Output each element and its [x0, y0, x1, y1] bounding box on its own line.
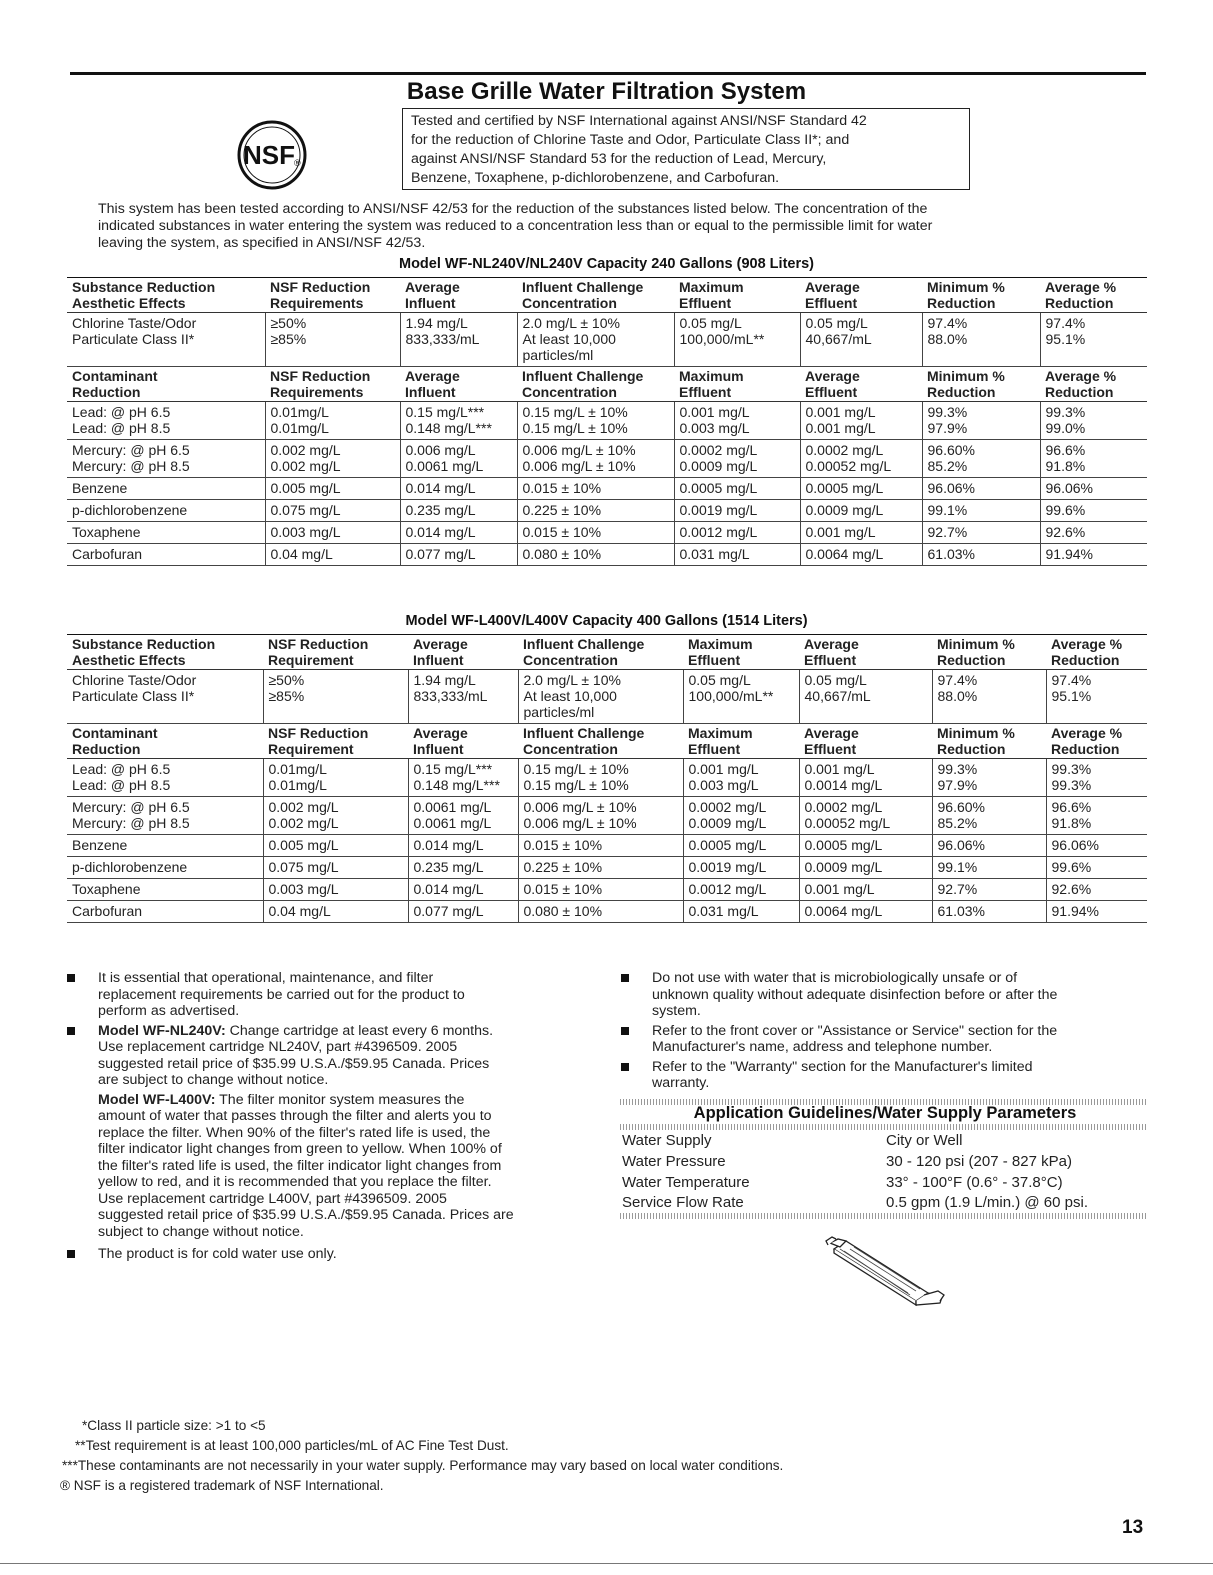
- table-cell: 1.94 mg/L 833,333/mL: [408, 670, 518, 724]
- table-header-row: [67, 367, 1147, 402]
- table-cell: 99.6%: [1040, 500, 1147, 522]
- table-cell: 0.077 mg/L: [400, 544, 517, 566]
- table-cell: Benzene: [67, 478, 265, 500]
- table-cell: 0.225 ± 10%: [517, 500, 674, 522]
- table-header-cell: NSF Reduction Requirements: [265, 278, 400, 313]
- table-header-cell: Influent Challenge Concentration: [517, 278, 674, 313]
- table-header-cell: Average Effluent: [800, 278, 922, 313]
- table-cell: 0.003 mg/L: [263, 879, 408, 901]
- table-row: [67, 440, 1147, 478]
- table-cell: 0.05 mg/L 100,000/mL**: [683, 670, 799, 724]
- application-value: 0.5 gpm (1.9 L/min.) @ 60 psi.: [886, 1194, 1088, 1212]
- footnote: ® NSF is a registered trademark of NSF International.: [60, 1478, 384, 1493]
- table-cell: 0.006 mg/L ± 10% 0.006 mg/L ± 10%: [517, 440, 674, 478]
- table-cell: 0.080 ± 10%: [518, 901, 683, 923]
- intro-paragraph: [98, 201, 1138, 252]
- application-label: Water Temperature: [622, 1173, 750, 1191]
- table-cell: Lead: @ pH 6.5 Lead: @ pH 8.5: [67, 759, 263, 797]
- table-cell: 61.03%: [932, 901, 1046, 923]
- table-row: [67, 478, 1147, 500]
- table-cell: 0.015 ± 10%: [518, 879, 683, 901]
- table-cell: p-dichlorobenzene: [67, 500, 265, 522]
- table-cell: 0.0002 mg/L 0.0009 mg/L: [674, 440, 800, 478]
- table-cell: 0.002 mg/L 0.002 mg/L: [265, 440, 400, 478]
- application-value: City or Well: [886, 1132, 963, 1149]
- table-cell: 92.7%: [932, 879, 1046, 901]
- table-cell: 0.0002 mg/L 0.0009 mg/L: [683, 797, 799, 835]
- table-cell: 96.06%: [1040, 478, 1147, 500]
- table-cell: p-dichlorobenzene: [67, 857, 263, 879]
- table-cell: 0.0005 mg/L: [683, 835, 799, 857]
- table-cell: 0.075 mg/L: [265, 500, 400, 522]
- table-cell: 97.4% 88.0%: [932, 670, 1046, 724]
- table-cell: 0.05 mg/L 100,000/mL**: [674, 313, 800, 367]
- table-cell: 0.001 mg/L 0.003 mg/L: [683, 759, 799, 797]
- table-cell: 91.94%: [1040, 544, 1147, 566]
- table-cell: ≥50% ≥85%: [265, 313, 400, 367]
- model-l400v-paragraph: Model WF-L400V: The filter monitor system measures the amount of water that passes through the filter and alerts you to replace the filter. When 90% of the filter's rated life is used, the filter indicator light changes from green to yellow. When 100% of the filter's rated life is used, the filter indicator light changes from yellow to red, and it is recommended that you replace the filter. Use replacement cartridge L400V, part #4396509. 2005 suggested retail price of $35.99 U.S.A./$59.95 Canada. Prices are subject to change without notice.: [98, 1091, 514, 1240]
- bullet-microbiologically-unsafe: Do not use with water that is microbiologically unsafe or of unknown quality without adequate disinfection before or after the system.: [620, 970, 1150, 1020]
- table-cell: 0.031 mg/L: [683, 901, 799, 923]
- table-cell: 0.080 ± 10%: [517, 544, 674, 566]
- table-cell: 61.03%: [922, 544, 1040, 566]
- table-cell: 92.6%: [1040, 522, 1147, 544]
- table-header-cell: Minimum % Reduction: [932, 635, 1046, 670]
- table-header-cell: NSF Reduction Requirement: [263, 635, 408, 670]
- table-header-cell: Average Influent: [408, 724, 518, 759]
- table-cell: Carbofuran: [67, 901, 263, 923]
- table-header-cell: Average % Reduction: [1046, 724, 1147, 759]
- application-row: [622, 1193, 1088, 1214]
- table-cell: 0.014 mg/L: [408, 835, 518, 857]
- table-header-row: [67, 635, 1147, 670]
- table-row: [67, 879, 1147, 901]
- table-header-row: [67, 278, 1147, 313]
- table-cell: 99.3% 97.9%: [922, 402, 1040, 440]
- bullet-maintenance: It is essential that operational, maintenance, and filter replacement requirements be carried out for the product to perform as advertised.: [66, 970, 596, 1020]
- application-row: [622, 1152, 1088, 1173]
- table-cell: 0.001 mg/L: [800, 522, 922, 544]
- bullet-square-icon: [621, 1063, 629, 1071]
- table-header-cell: Substance Reduction Aesthetic Effects: [67, 635, 263, 670]
- model2-spec-table: [67, 634, 1147, 923]
- svg-text:®: ®: [294, 158, 301, 168]
- table-row: [67, 544, 1147, 566]
- table-cell: 0.001 mg/L 0.001 mg/L: [800, 402, 922, 440]
- table-header-cell: NSF Reduction Requirement: [263, 724, 408, 759]
- table-header-cell: Substance Reduction Aesthetic Effects: [67, 278, 265, 313]
- table-header-cell: Average Effluent: [799, 724, 932, 759]
- table-cell: 0.0009 mg/L: [800, 500, 922, 522]
- table-row: [67, 670, 1147, 724]
- application-band-bottom: [620, 1213, 1148, 1219]
- bullet-model-nl240v: Model WF-NL240V: Change cartridge at least every 6 months. Use replacement cartridge NL240V, part #4396509. 2005 suggested retail price of $35.99 U.S.A./$59.95 Canada. Prices are subject to change without notice.: [66, 1023, 596, 1089]
- table-header-cell: Influent Challenge Concentration: [518, 635, 683, 670]
- table-cell: Carbofuran: [67, 544, 265, 566]
- application-title: Application Guidelines/Water Supply Parameters: [693, 1104, 1077, 1122]
- table-cell: 1.94 mg/L 833,333/mL: [400, 313, 517, 367]
- model1-spec-table: [67, 277, 1147, 566]
- table-cell: 0.031 mg/L: [674, 544, 800, 566]
- bullet-warranty: Refer to the "Warranty" section for the Manufacturer's limited warranty.: [620, 1059, 1150, 1092]
- page-title: Base Grille Water Filtration System: [406, 78, 807, 105]
- table-header-cell: Average % Reduction: [1040, 278, 1147, 313]
- table-cell: 0.006 mg/L ± 10% 0.006 mg/L ± 10%: [518, 797, 683, 835]
- table-cell: ≥50% ≥85%: [263, 670, 408, 724]
- table-cell: 92.7%: [922, 522, 1040, 544]
- certification-line: Tested and certified by NSF International against ANSI/NSF Standard 42: [411, 113, 867, 129]
- table-header-cell: Average Effluent: [799, 635, 932, 670]
- left-bullet-list: [66, 970, 596, 1266]
- table-cell: Chlorine Taste/Odor Particulate Class II*: [67, 313, 265, 367]
- table-cell: 0.015 ± 10%: [517, 478, 674, 500]
- table-cell: 0.014 mg/L: [408, 879, 518, 901]
- table-cell: Lead: @ pH 6.5 Lead: @ pH 8.5: [67, 402, 265, 440]
- table-cell: 0.0012 mg/L: [674, 522, 800, 544]
- table-cell: 2.0 mg/L ± 10% At least 10,000 particles/ml: [517, 313, 674, 367]
- table-cell: Chlorine Taste/Odor Particulate Class II*: [67, 670, 263, 724]
- model2-title: Model WF-L400V/L400V Capacity 400 Gallons (1514 Liters): [405, 613, 808, 629]
- table-row: [67, 857, 1147, 879]
- filter-cartridge-illustration: [820, 1235, 950, 1315]
- table-cell: 99.3% 97.9%: [932, 759, 1046, 797]
- intro-line: This system has been tested according to ANSI/NSF 42/53 for the reduction of the substances listed below. The concentration of the: [98, 201, 928, 217]
- table-cell: 96.60% 85.2%: [932, 797, 1046, 835]
- table-header-cell: Contaminant Reduction: [67, 724, 263, 759]
- table-cell: 0.04 mg/L: [265, 544, 400, 566]
- bullet-square-icon: [621, 974, 629, 982]
- nsf-logo-text: NSF: [243, 140, 295, 170]
- certification-line: for the reduction of Chlorine Taste and Odor, Particulate Class II*; and: [411, 132, 850, 148]
- application-band-mid: [620, 1124, 1148, 1130]
- table-cell: Mercury: @ pH 6.5 Mercury: @ pH 8.5: [67, 440, 265, 478]
- table-cell: Toxaphene: [67, 522, 265, 544]
- table-cell: 0.01mg/L 0.01mg/L: [263, 759, 408, 797]
- page-number: 13: [1122, 1517, 1144, 1538]
- table-cell: 0.014 mg/L: [400, 478, 517, 500]
- table-cell: 99.1%: [932, 857, 1046, 879]
- table-cell: 96.6% 91.8%: [1040, 440, 1147, 478]
- table-cell: 0.0012 mg/L: [683, 879, 799, 901]
- table-header-cell: Average % Reduction: [1046, 635, 1147, 670]
- table-cell: 92.6%: [1046, 879, 1147, 901]
- table-header-cell: Maximum Effluent: [674, 367, 800, 402]
- table-cell: 0.15 mg/L*** 0.148 mg/L***: [400, 402, 517, 440]
- application-label: Water Pressure: [622, 1152, 726, 1170]
- table-row: [67, 797, 1147, 835]
- table-cell: 99.3% 99.0%: [1040, 402, 1147, 440]
- table-cell: 96.60% 85.2%: [922, 440, 1040, 478]
- bottom-rule: [0, 1563, 1213, 1564]
- table-cell: 0.005 mg/L: [265, 478, 400, 500]
- application-value: 33° - 100°F (0.6° - 37.8°C): [886, 1173, 1063, 1191]
- table-cell: Toxaphene: [67, 879, 263, 901]
- application-row: [622, 1173, 1088, 1194]
- certification-line: against ANSI/NSF Standard 53 for the reduction of Lead, Mercury,: [411, 151, 827, 167]
- table-cell: 0.001 mg/L 0.0014 mg/L: [799, 759, 932, 797]
- table-cell: 0.04 mg/L: [263, 901, 408, 923]
- table-cell: 2.0 mg/L ± 10% At least 10,000 particles/ml: [518, 670, 683, 724]
- table-row: [67, 759, 1147, 797]
- table-cell: 97.4% 88.0%: [922, 313, 1040, 367]
- table-cell: 97.4% 95.1%: [1040, 313, 1147, 367]
- right-bullet-list: [620, 970, 1150, 1095]
- table-cell: 0.014 mg/L: [400, 522, 517, 544]
- table-cell: 0.075 mg/L: [263, 857, 408, 879]
- table-cell: 0.0002 mg/L 0.00052 mg/L: [799, 797, 932, 835]
- table-cell: 96.06%: [922, 478, 1040, 500]
- table-header-row: [67, 724, 1147, 759]
- bullet-square-icon: [67, 1250, 75, 1258]
- footnote: *Class II particle size: >1 to <5: [82, 1418, 266, 1433]
- table-cell: 0.0009 mg/L: [799, 857, 932, 879]
- table-row: [67, 402, 1147, 440]
- table-row: [67, 835, 1147, 857]
- nsf-logo: [228, 118, 316, 192]
- intro-line: leaving the system, as specified in ANSI/NSF 42/53.: [98, 235, 426, 251]
- table-cell: 0.001 mg/L 0.003 mg/L: [674, 402, 800, 440]
- table-header-cell: Contaminant Reduction: [67, 367, 265, 402]
- table-cell: 99.3% 99.3%: [1046, 759, 1147, 797]
- bullet-square-icon: [621, 1027, 629, 1035]
- table-cell: 0.05 mg/L 40,667/mL: [800, 313, 922, 367]
- table-cell: 0.005 mg/L: [263, 835, 408, 857]
- table-header-cell: Maximum Effluent: [683, 724, 799, 759]
- table-header-cell: Average Influent: [400, 367, 517, 402]
- table-cell: 0.235 mg/L: [408, 857, 518, 879]
- table-cell: 0.235 mg/L: [400, 500, 517, 522]
- table-cell: 0.077 mg/L: [408, 901, 518, 923]
- table-cell: 0.01mg/L 0.01mg/L: [265, 402, 400, 440]
- bullet-square-icon: [67, 974, 75, 982]
- table-cell: 99.1%: [922, 500, 1040, 522]
- table-cell: 0.15 mg/L ± 10% 0.15 mg/L ± 10%: [517, 402, 674, 440]
- table-row: [67, 500, 1147, 522]
- bullet-square-icon: [67, 1027, 75, 1035]
- table-cell: 97.4% 95.1%: [1046, 670, 1147, 724]
- table-cell: 96.06%: [1046, 835, 1147, 857]
- table-header-cell: Influent Challenge Concentration: [518, 724, 683, 759]
- table-header-cell: Average Influent: [400, 278, 517, 313]
- model1-title: Model WF-NL240V/NL240V Capacity 240 Gallons (908 Liters): [399, 256, 814, 272]
- table-cell: 96.06%: [932, 835, 1046, 857]
- application-value: 30 - 120 psi (207 - 827 kPa): [886, 1152, 1072, 1170]
- table-cell: 0.0019 mg/L: [674, 500, 800, 522]
- certification-line: Benzene, Toxaphene, p-dichlorobenzene, and Carbofuran.: [411, 170, 780, 186]
- application-row: [622, 1131, 1088, 1152]
- table-cell: 0.0005 mg/L: [800, 478, 922, 500]
- footnote: ***These contaminants are not necessarily in your water supply. Performance may vary based on local water conditions.: [62, 1458, 784, 1473]
- table-cell: 0.006 mg/L 0.0061 mg/L: [400, 440, 517, 478]
- table-cell: 0.0061 mg/L 0.0061 mg/L: [408, 797, 518, 835]
- table-row: [67, 313, 1147, 367]
- table-row: [67, 901, 1147, 923]
- table-header-cell: Maximum Effluent: [674, 278, 800, 313]
- table-header-cell: Minimum % Reduction: [932, 724, 1046, 759]
- application-label: Water Supply: [622, 1132, 712, 1149]
- table-cell: 0.225 ± 10%: [518, 857, 683, 879]
- table-row: [67, 522, 1147, 544]
- table-cell: 0.0019 mg/L: [683, 857, 799, 879]
- table-header-cell: Average % Reduction: [1040, 367, 1147, 402]
- table-cell: 0.001 mg/L: [799, 879, 932, 901]
- table-cell: Mercury: @ pH 6.5 Mercury: @ pH 8.5: [67, 797, 263, 835]
- bullet-cold-water: The product is for cold water use only.: [66, 1246, 596, 1263]
- bullet-manufacturer-info: Refer to the front cover or "Assistance or Service" section for the Manufacturer's name, address and telephone number.: [620, 1023, 1150, 1056]
- table-cell: 0.0064 mg/L: [800, 544, 922, 566]
- table-header-cell: Average Effluent: [800, 367, 922, 402]
- table-cell: 99.6%: [1046, 857, 1147, 879]
- table-cell: 0.003 mg/L: [265, 522, 400, 544]
- top-rule: [70, 72, 1146, 75]
- footnote: **Test requirement is at least 100,000 particles/mL of AC Fine Test Dust.: [75, 1438, 509, 1453]
- table-cell: 0.0064 mg/L: [799, 901, 932, 923]
- table-header-cell: Average Influent: [408, 635, 518, 670]
- table-cell: Benzene: [67, 835, 263, 857]
- table-header-cell: Minimum % Reduction: [922, 278, 1040, 313]
- table-cell: 0.0005 mg/L: [799, 835, 932, 857]
- table-cell: 0.0005 mg/L: [674, 478, 800, 500]
- certification-box: [402, 108, 970, 190]
- table-cell: 0.05 mg/L 40,667/mL: [799, 670, 932, 724]
- footnotes: [60, 1416, 783, 1496]
- table-cell: 0.15 mg/L*** 0.148 mg/L***: [408, 759, 518, 797]
- table-cell: 91.94%: [1046, 901, 1147, 923]
- table-header-cell: Minimum % Reduction: [922, 367, 1040, 402]
- table-header-cell: Influent Challenge Concentration: [517, 367, 674, 402]
- table-cell: 0.015 ± 10%: [517, 522, 674, 544]
- table-header-cell: Maximum Effluent: [683, 635, 799, 670]
- table-cell: 0.15 mg/L ± 10% 0.15 mg/L ± 10%: [518, 759, 683, 797]
- table-header-cell: NSF Reduction Requirements: [265, 367, 400, 402]
- application-table: [622, 1131, 1088, 1214]
- table-cell: 0.0002 mg/L 0.00052 mg/L: [800, 440, 922, 478]
- application-label: Service Flow Rate: [622, 1194, 744, 1212]
- intro-line: indicated substances in water entering the system was reduced to a concentration less than or equal to the permissible limit for water: [98, 218, 933, 234]
- table-cell: 0.015 ± 10%: [518, 835, 683, 857]
- table-cell: 96.6% 91.8%: [1046, 797, 1147, 835]
- table-cell: 0.002 mg/L 0.002 mg/L: [263, 797, 408, 835]
